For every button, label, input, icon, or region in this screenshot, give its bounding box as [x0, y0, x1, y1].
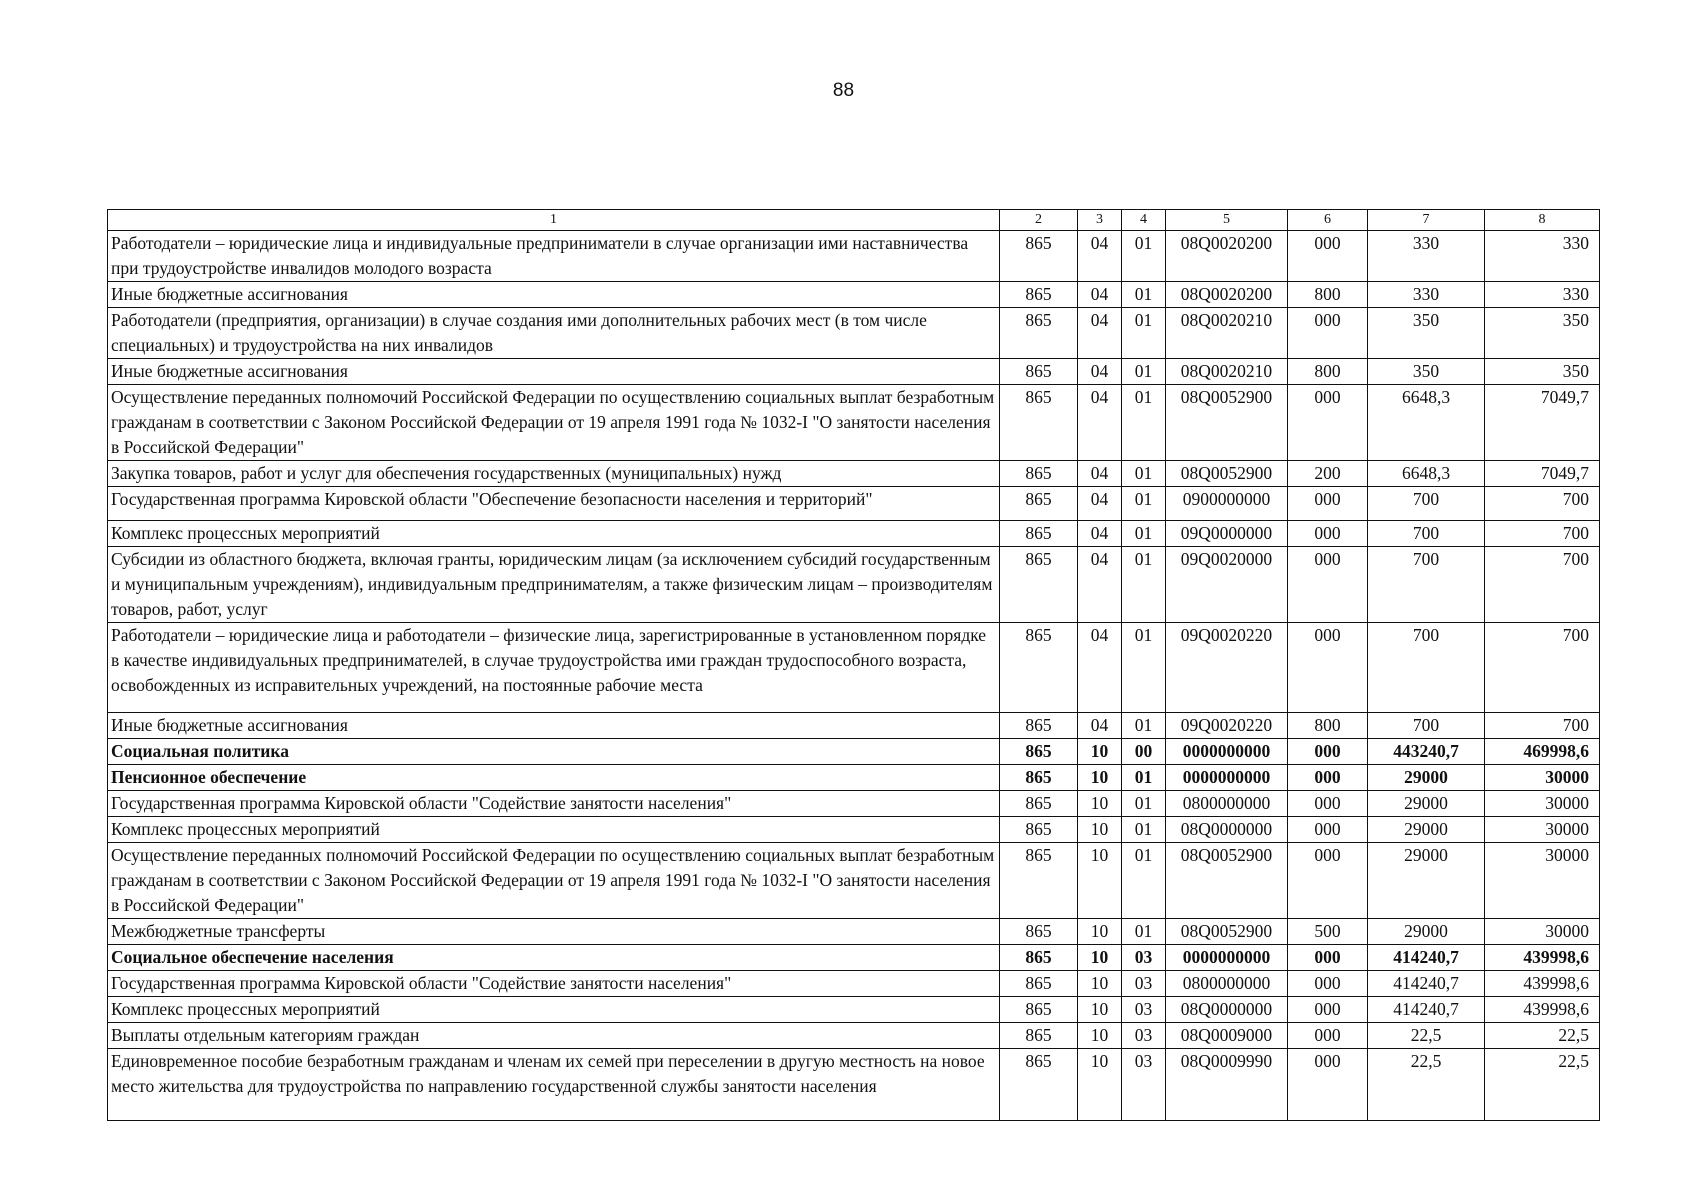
target-item-code-cell: 08Q0000000 — [1166, 817, 1288, 843]
amount-year2-cell: 700 — [1485, 547, 1600, 623]
ved-code-cell: 865 — [1000, 817, 1078, 843]
target-item-code-cell: 0000000000 — [1166, 945, 1288, 971]
section-code-cell: 04 — [1078, 487, 1122, 521]
amount-year2-cell: 439998,6 — [1485, 971, 1600, 997]
target-item-code-cell: 08Q0052900 — [1166, 461, 1288, 487]
row-name-cell: Комплекс процессных мероприятий — [108, 521, 1000, 547]
header-cell: 5 — [1166, 210, 1288, 231]
subsection-code-cell: 03 — [1122, 1023, 1166, 1049]
table-header-row — [108, 210, 1600, 231]
row-name-cell: Осуществление переданных полномочий Российской Федерации по осуществлению социальных выплат безработным гражданам в соответствии с Законом Российской Федерации от 19 апреля 1991 года № 1032-I "О занятости населения в Российской Федерации" — [108, 843, 1000, 919]
amount-year2-cell: 22,5 — [1485, 1023, 1600, 1049]
row-name-cell: Работодатели – юридические лица и работодатели – физические лица, зарегистрированные в установленном порядке в качестве индивидуальных предпринимателей, в случае трудоустройства ими граждан трудоспособного возраста, освобожденных из исправительных учреждений, на постоянные рабочие места — [108, 623, 1000, 713]
subsection-code-cell: 01 — [1122, 521, 1166, 547]
ved-code-cell: 865 — [1000, 1023, 1078, 1049]
target-item-code-cell: 08Q0052900 — [1166, 919, 1288, 945]
target-item-code-cell: 08Q0052900 — [1166, 843, 1288, 919]
row-name-cell: Единовременное пособие безработным гражданам и членам их семей при переселении в другую местность на новое место жительства для трудоустройства по направлению государственной службы занятости населения — [108, 1049, 1000, 1121]
row-name-cell: Государственная программа Кировской области "Содействие занятости населения" — [108, 971, 1000, 997]
amount-year2-cell: 30000 — [1485, 791, 1600, 817]
section-code-cell: 10 — [1078, 765, 1122, 791]
table-row — [108, 997, 1600, 1023]
amount-year1-cell: 700 — [1368, 713, 1485, 739]
target-item-code-cell: 0000000000 — [1166, 765, 1288, 791]
ved-code-cell: 865 — [1000, 547, 1078, 623]
amount-year1-cell: 29000 — [1368, 765, 1485, 791]
expense-type-cell: 000 — [1288, 997, 1368, 1023]
subsection-code-cell: 01 — [1122, 282, 1166, 308]
table-row — [108, 919, 1600, 945]
amount-year1-cell: 700 — [1368, 623, 1485, 713]
ved-code-cell: 865 — [1000, 1049, 1078, 1121]
ved-code-cell: 865 — [1000, 231, 1078, 282]
amount-year2-cell: 439998,6 — [1485, 997, 1600, 1023]
ved-code-cell: 865 — [1000, 765, 1078, 791]
table-row — [108, 623, 1600, 713]
amount-year1-cell: 414240,7 — [1368, 945, 1485, 971]
subsection-code-cell: 01 — [1122, 231, 1166, 282]
row-name-cell: Выплаты отдельным категориям граждан — [108, 1023, 1000, 1049]
row-name-cell: Социальная политика — [108, 739, 1000, 765]
expense-type-cell: 800 — [1288, 282, 1368, 308]
amount-year1-cell: 22,5 — [1368, 1023, 1485, 1049]
table-row — [108, 385, 1600, 461]
row-name-cell: Государственная программа Кировской области "Содействие занятости населения" — [108, 791, 1000, 817]
amount-year2-cell: 330 — [1485, 282, 1600, 308]
ved-code-cell: 865 — [1000, 971, 1078, 997]
table-row — [108, 765, 1600, 791]
amount-year1-cell: 700 — [1368, 487, 1485, 521]
target-item-code-cell: 09Q0020220 — [1166, 713, 1288, 739]
table-row — [108, 713, 1600, 739]
subsection-code-cell: 01 — [1122, 487, 1166, 521]
amount-year1-cell: 350 — [1368, 308, 1485, 359]
target-item-code-cell: 08Q0052900 — [1166, 385, 1288, 461]
subsection-code-cell: 01 — [1122, 623, 1166, 713]
expense-type-cell: 000 — [1288, 521, 1368, 547]
section-code-cell: 10 — [1078, 791, 1122, 817]
target-item-code-cell: 08Q0020210 — [1166, 359, 1288, 385]
table-row — [108, 487, 1600, 521]
amount-year2-cell: 30000 — [1485, 765, 1600, 791]
ved-code-cell: 865 — [1000, 282, 1078, 308]
subsection-code-cell: 01 — [1122, 308, 1166, 359]
table-row — [108, 521, 1600, 547]
subsection-code-cell: 03 — [1122, 971, 1166, 997]
subsection-code-cell: 03 — [1122, 945, 1166, 971]
table-row — [108, 547, 1600, 623]
amount-year2-cell: 700 — [1485, 521, 1600, 547]
amount-year1-cell: 29000 — [1368, 817, 1485, 843]
amount-year2-cell: 22,5 — [1485, 1049, 1600, 1121]
section-code-cell: 04 — [1078, 231, 1122, 282]
ved-code-cell: 865 — [1000, 521, 1078, 547]
expense-type-cell: 000 — [1288, 231, 1368, 282]
amount-year2-cell: 700 — [1485, 487, 1600, 521]
amount-year2-cell: 700 — [1485, 713, 1600, 739]
row-name-cell: Иные бюджетные ассигнования — [108, 282, 1000, 308]
target-item-code-cell: 08Q0020210 — [1166, 308, 1288, 359]
ved-code-cell: 865 — [1000, 359, 1078, 385]
table-row — [108, 1049, 1600, 1121]
table-row — [108, 843, 1600, 919]
subsection-code-cell: 00 — [1122, 739, 1166, 765]
ved-code-cell: 865 — [1000, 385, 1078, 461]
subsection-code-cell: 01 — [1122, 843, 1166, 919]
amount-year2-cell: 350 — [1485, 308, 1600, 359]
table-row — [108, 791, 1600, 817]
amount-year1-cell: 6648,3 — [1368, 385, 1485, 461]
expense-type-cell: 800 — [1288, 713, 1368, 739]
amount-year1-cell: 330 — [1368, 231, 1485, 282]
table-row — [108, 739, 1600, 765]
header-cell: 8 — [1485, 210, 1600, 231]
header-cell: 6 — [1288, 210, 1368, 231]
amount-year1-cell: 700 — [1368, 547, 1485, 623]
table-row — [108, 945, 1600, 971]
amount-year2-cell: 330 — [1485, 231, 1600, 282]
ved-code-cell: 865 — [1000, 791, 1078, 817]
section-code-cell: 04 — [1078, 713, 1122, 739]
amount-year1-cell: 700 — [1368, 521, 1485, 547]
table-row — [108, 282, 1600, 308]
target-item-code-cell: 08Q0020200 — [1166, 231, 1288, 282]
header-cell: 2 — [1000, 210, 1078, 231]
expense-type-cell: 000 — [1288, 971, 1368, 997]
table-row — [108, 359, 1600, 385]
row-name-cell: Субсидии из областного бюджета, включая гранты, юридическим лицам (за исключением субсидий государственным и муниципальным учреждениям), индивидуальным предпринимателям, а также физическим лицам – производителям товаров, работ, услуг — [108, 547, 1000, 623]
expense-type-cell: 000 — [1288, 765, 1368, 791]
target-item-code-cell: 08Q0009000 — [1166, 1023, 1288, 1049]
subsection-code-cell: 03 — [1122, 997, 1166, 1023]
section-code-cell: 04 — [1078, 282, 1122, 308]
amount-year2-cell: 30000 — [1485, 843, 1600, 919]
ved-code-cell: 865 — [1000, 623, 1078, 713]
target-item-code-cell: 09Q0000000 — [1166, 521, 1288, 547]
row-name-cell: Социальное обеспечение населения — [108, 945, 1000, 971]
section-code-cell: 10 — [1078, 1049, 1122, 1121]
expense-type-cell: 000 — [1288, 385, 1368, 461]
expense-type-cell: 000 — [1288, 1023, 1368, 1049]
row-name-cell: Межбюджетные трансферты — [108, 919, 1000, 945]
section-code-cell: 04 — [1078, 521, 1122, 547]
expense-type-cell: 800 — [1288, 359, 1368, 385]
target-item-code-cell: 0000000000 — [1166, 739, 1288, 765]
header-cell: 3 — [1078, 210, 1122, 231]
subsection-code-cell: 01 — [1122, 385, 1166, 461]
row-name-cell: Комплекс процессных мероприятий — [108, 997, 1000, 1023]
amount-year1-cell: 29000 — [1368, 843, 1485, 919]
subsection-code-cell: 01 — [1122, 713, 1166, 739]
row-name-cell: Пенсионное обеспечение — [108, 765, 1000, 791]
row-name-cell: Иные бюджетные ассигнования — [108, 713, 1000, 739]
amount-year1-cell: 330 — [1368, 282, 1485, 308]
page-number: 88 — [832, 80, 855, 101]
header-cell: 7 — [1368, 210, 1485, 231]
table-row — [108, 817, 1600, 843]
section-code-cell: 10 — [1078, 1023, 1122, 1049]
amount-year2-cell: 469998,6 — [1485, 739, 1600, 765]
section-code-cell: 04 — [1078, 623, 1122, 713]
row-name-cell: Закупка товаров, работ и услуг для обеспечения государственных (муниципальных) нужд — [108, 461, 1000, 487]
table-row — [108, 308, 1600, 359]
expense-type-cell: 000 — [1288, 1049, 1368, 1121]
expense-type-cell: 000 — [1288, 791, 1368, 817]
section-code-cell: 04 — [1078, 308, 1122, 359]
ved-code-cell: 865 — [1000, 919, 1078, 945]
ved-code-cell: 865 — [1000, 997, 1078, 1023]
section-code-cell: 04 — [1078, 461, 1122, 487]
header-cell: 4 — [1122, 210, 1166, 231]
table-row — [108, 971, 1600, 997]
amount-year1-cell: 6648,3 — [1368, 461, 1485, 487]
amount-year2-cell: 7049,7 — [1485, 385, 1600, 461]
row-name-cell: Комплекс процессных мероприятий — [108, 817, 1000, 843]
row-name-cell: Иные бюджетные ассигнования — [108, 359, 1000, 385]
target-item-code-cell: 09Q0020000 — [1166, 547, 1288, 623]
row-name-cell: Государственная программа Кировской области "Обеспечение безопасности населения и территорий" — [108, 487, 1000, 521]
amount-year2-cell: 30000 — [1485, 919, 1600, 945]
section-code-cell: 10 — [1078, 843, 1122, 919]
expense-type-cell: 000 — [1288, 487, 1368, 521]
subsection-code-cell: 01 — [1122, 359, 1166, 385]
header-cell: 1 — [108, 210, 1000, 231]
amount-year2-cell: 439998,6 — [1485, 945, 1600, 971]
expense-type-cell: 500 — [1288, 919, 1368, 945]
section-code-cell: 10 — [1078, 997, 1122, 1023]
ved-code-cell: 865 — [1000, 945, 1078, 971]
amount-year2-cell: 350 — [1485, 359, 1600, 385]
amount-year1-cell: 350 — [1368, 359, 1485, 385]
row-name-cell: Работодатели – юридические лица и индивидуальные предприниматели в случае организации ими наставничества при трудоустройстве инвалидов молодого возраста — [108, 231, 1000, 282]
amount-year1-cell: 443240,7 — [1368, 739, 1485, 765]
row-name-cell: Работодатели (предприятия, организации) в случае создания ими дополнительных рабочих мест (в том числе специальных) и трудоустройства на них инвалидов — [108, 308, 1000, 359]
ved-code-cell: 865 — [1000, 713, 1078, 739]
amount-year1-cell: 414240,7 — [1368, 997, 1485, 1023]
target-item-code-cell: 08Q0009990 — [1166, 1049, 1288, 1121]
table-row — [108, 461, 1600, 487]
table-row — [108, 1023, 1600, 1049]
amount-year1-cell: 414240,7 — [1368, 971, 1485, 997]
subsection-code-cell: 01 — [1122, 547, 1166, 623]
amount-year2-cell: 7049,7 — [1485, 461, 1600, 487]
subsection-code-cell: 01 — [1122, 765, 1166, 791]
expense-type-cell: 000 — [1288, 308, 1368, 359]
ved-code-cell: 865 — [1000, 739, 1078, 765]
expense-type-cell: 200 — [1288, 461, 1368, 487]
amount-year2-cell: 700 — [1485, 623, 1600, 713]
section-code-cell: 04 — [1078, 359, 1122, 385]
ved-code-cell: 865 — [1000, 461, 1078, 487]
section-code-cell: 04 — [1078, 547, 1122, 623]
row-name-cell: Осуществление переданных полномочий Российской Федерации по осуществлению социальных выплат безработным гражданам в соответствии с Законом Российской Федерации от 19 апреля 1991 года № 1032-I "О занятости населения в Российской Федерации" — [108, 385, 1000, 461]
expense-type-cell: 000 — [1288, 817, 1368, 843]
section-code-cell: 10 — [1078, 739, 1122, 765]
expense-type-cell: 000 — [1288, 547, 1368, 623]
subsection-code-cell: 01 — [1122, 919, 1166, 945]
budget-table — [107, 209, 1600, 1121]
amount-year1-cell: 29000 — [1368, 791, 1485, 817]
subsection-code-cell: 01 — [1122, 461, 1166, 487]
section-code-cell: 10 — [1078, 971, 1122, 997]
ved-code-cell: 865 — [1000, 308, 1078, 359]
ved-code-cell: 865 — [1000, 843, 1078, 919]
expense-type-cell: 000 — [1288, 843, 1368, 919]
subsection-code-cell: 03 — [1122, 1049, 1166, 1121]
ved-code-cell: 865 — [1000, 487, 1078, 521]
subsection-code-cell: 01 — [1122, 791, 1166, 817]
target-item-code-cell: 0800000000 — [1166, 971, 1288, 997]
amount-year2-cell: 30000 — [1485, 817, 1600, 843]
section-code-cell: 10 — [1078, 919, 1122, 945]
section-code-cell: 10 — [1078, 817, 1122, 843]
expense-type-cell: 000 — [1288, 945, 1368, 971]
amount-year1-cell: 29000 — [1368, 919, 1485, 945]
section-code-cell: 04 — [1078, 385, 1122, 461]
table-row — [108, 231, 1600, 282]
expense-type-cell: 000 — [1288, 739, 1368, 765]
expense-type-cell: 000 — [1288, 623, 1368, 713]
section-code-cell: 10 — [1078, 945, 1122, 971]
target-item-code-cell: 0900000000 — [1166, 487, 1288, 521]
target-item-code-cell: 09Q0020220 — [1166, 623, 1288, 713]
target-item-code-cell: 0800000000 — [1166, 791, 1288, 817]
target-item-code-cell: 08Q0000000 — [1166, 997, 1288, 1023]
amount-year1-cell: 22,5 — [1368, 1049, 1485, 1121]
target-item-code-cell: 08Q0020200 — [1166, 282, 1288, 308]
subsection-code-cell: 01 — [1122, 817, 1166, 843]
